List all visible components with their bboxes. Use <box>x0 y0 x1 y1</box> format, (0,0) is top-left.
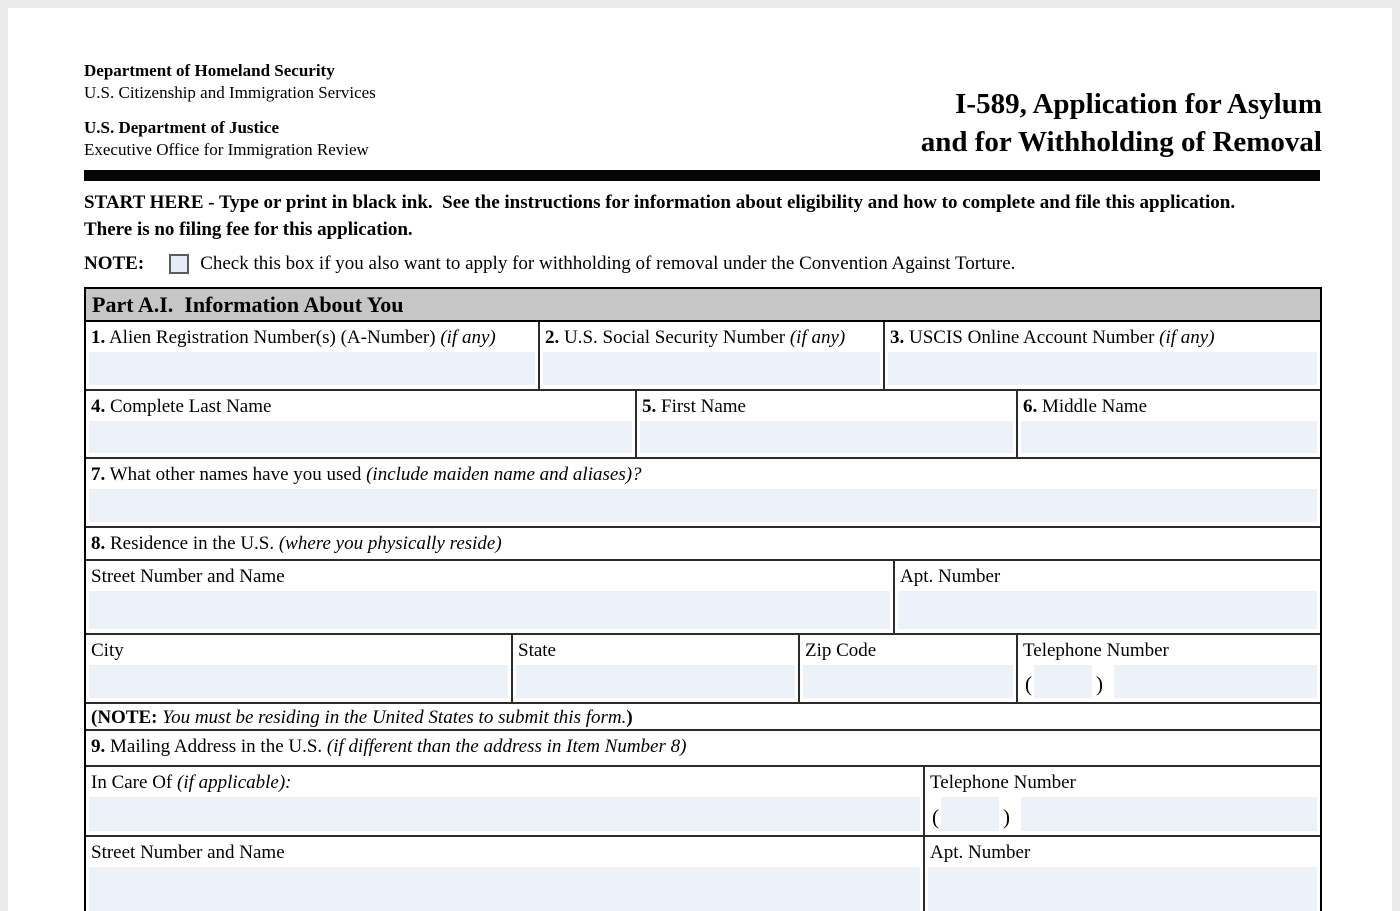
form-row <box>86 322 1320 389</box>
form-title-line2: and for Withholding of Removal <box>920 126 1322 158</box>
field-6-label: 6. Middle Name <box>1023 396 1148 417</box>
phone-inputs <box>1021 665 1317 698</box>
field-8-cell <box>86 528 1320 559</box>
agency-block <box>84 60 376 161</box>
zip-label: Zip Code <box>805 640 877 661</box>
dhs-heading: Department of Homeland Security <box>84 61 335 80</box>
field-9-cell <box>86 731 1320 765</box>
residence-apt-input[interactable] <box>898 591 1317 629</box>
paren-open: ( <box>932 805 939 829</box>
doj-subheading: Executive Office for Immigration Review <box>84 140 369 159</box>
field-5-label: 5. First Name <box>642 396 746 417</box>
phone-label: Telephone Number <box>1023 640 1169 661</box>
form-row <box>86 765 1320 835</box>
field-2-cell <box>538 322 883 389</box>
part-a1-header: Part A.I. Information About You <box>86 289 1320 322</box>
form-row <box>86 526 1320 559</box>
form-row <box>86 729 1320 765</box>
field-7-cell <box>86 459 1320 526</box>
mailing-apt-input[interactable] <box>928 867 1317 911</box>
mailing-phone-area-input[interactable] <box>941 797 999 831</box>
residence-street-label: Street Number and Name <box>91 566 285 587</box>
uscis-account-input[interactable] <box>888 352 1317 385</box>
field-8-label: 8. Residence in the U.S. (where you physically reside) <box>91 533 502 554</box>
start-here-instructions: START HERE - Type or print in black ink. See the instructions for information about eligibility and how to complete and file this application. There is no filing fee for this application. <box>84 192 1245 240</box>
field-9-label: 9. Mailing Address in the U.S. (if different than the address in Item Number 8) <box>91 736 687 757</box>
mailing-phone-cell <box>923 767 1320 835</box>
form-row <box>86 457 1320 526</box>
form-title <box>921 85 1322 161</box>
residence-note-cell <box>86 704 1320 729</box>
residence-apt-cell <box>893 561 1320 633</box>
in-care-of-label: In Care Of (if applicable): <box>91 772 292 793</box>
mailing-street-cell <box>86 837 923 911</box>
field-2-label: 2. U.S. Social Security Number (if any) <box>545 327 846 348</box>
residence-apt-label: Apt. Number <box>900 566 1001 587</box>
form-row <box>86 633 1320 702</box>
withholding-note-text: Check this box if you also want to apply for withholding of removal under the Convention Against Torture. <box>200 253 1016 274</box>
in-care-of-cell <box>86 767 923 835</box>
note-label: NOTE: <box>84 253 145 274</box>
mailing-street-label: Street Number and Name <box>91 842 285 863</box>
mailing-phone-label: Telephone Number <box>930 772 1076 793</box>
phone-area-code-input[interactable] <box>1034 665 1092 698</box>
form-row <box>86 702 1320 729</box>
field-5-cell <box>635 391 1016 457</box>
middle-name-input[interactable] <box>1021 421 1317 453</box>
form-title-line1: I-589, Application for Asylum <box>955 88 1322 120</box>
zip-cell <box>798 635 1016 702</box>
field-3-cell <box>883 322 1320 389</box>
withholding-checkbox[interactable] <box>169 254 189 274</box>
field-1-label: 1. Alien Registration Number(s) (A-Number) (if any) <box>91 327 496 348</box>
withholding-note-row <box>84 253 1322 275</box>
paren-open: ( <box>1025 672 1032 696</box>
mailing-phone-inputs <box>928 797 1317 831</box>
mailing-apt-cell <box>923 837 1320 911</box>
state-cell <box>511 635 798 702</box>
mailing-street-input[interactable] <box>89 867 920 911</box>
first-name-input[interactable] <box>640 421 1013 453</box>
zip-input[interactable] <box>803 665 1013 698</box>
form-header <box>84 60 1322 161</box>
form-row <box>86 389 1320 457</box>
field-4-label: 4. Complete Last Name <box>91 396 272 417</box>
field-1-cell <box>86 322 538 389</box>
city-cell <box>86 635 511 702</box>
paren-close: ) <box>1096 672 1103 696</box>
ssn-input[interactable] <box>543 352 880 385</box>
field-4-cell <box>86 391 635 457</box>
residence-street-cell <box>86 561 893 633</box>
city-label: City <box>91 640 124 661</box>
doj-heading: U.S. Department of Justice <box>84 118 279 137</box>
phone-cell <box>1016 635 1320 702</box>
last-name-input[interactable] <box>89 421 632 453</box>
mailing-apt-label: Apt. Number <box>930 842 1031 863</box>
field-7-label: 7. What other names have you used (include maiden name and aliases)? <box>91 464 642 485</box>
state-input[interactable] <box>516 665 795 698</box>
field-6-cell <box>1016 391 1320 457</box>
form-page <box>8 8 1392 911</box>
paren-close: ) <box>1003 805 1010 829</box>
divider-bar <box>84 170 1320 181</box>
other-names-input[interactable] <box>89 489 1317 522</box>
field-3-label: 3. USCIS Online Account Number (if any) <box>890 327 1215 348</box>
form-row <box>86 559 1320 633</box>
form-row <box>86 835 1320 911</box>
city-input[interactable] <box>89 665 508 698</box>
dhs-subheading: U.S. Citizenship and Immigration Services <box>84 83 376 102</box>
phone-number-input[interactable] <box>1114 665 1317 698</box>
a-number-input[interactable] <box>89 352 535 385</box>
mailing-phone-number-input[interactable] <box>1021 797 1317 831</box>
mailing-in-care-of-input[interactable] <box>89 797 920 831</box>
state-label: State <box>518 640 556 661</box>
residence-note-text: (NOTE: You must be residing in the United States to submit this form.) <box>91 707 633 728</box>
part-a1-table <box>84 287 1322 911</box>
residence-street-input[interactable] <box>89 591 890 629</box>
